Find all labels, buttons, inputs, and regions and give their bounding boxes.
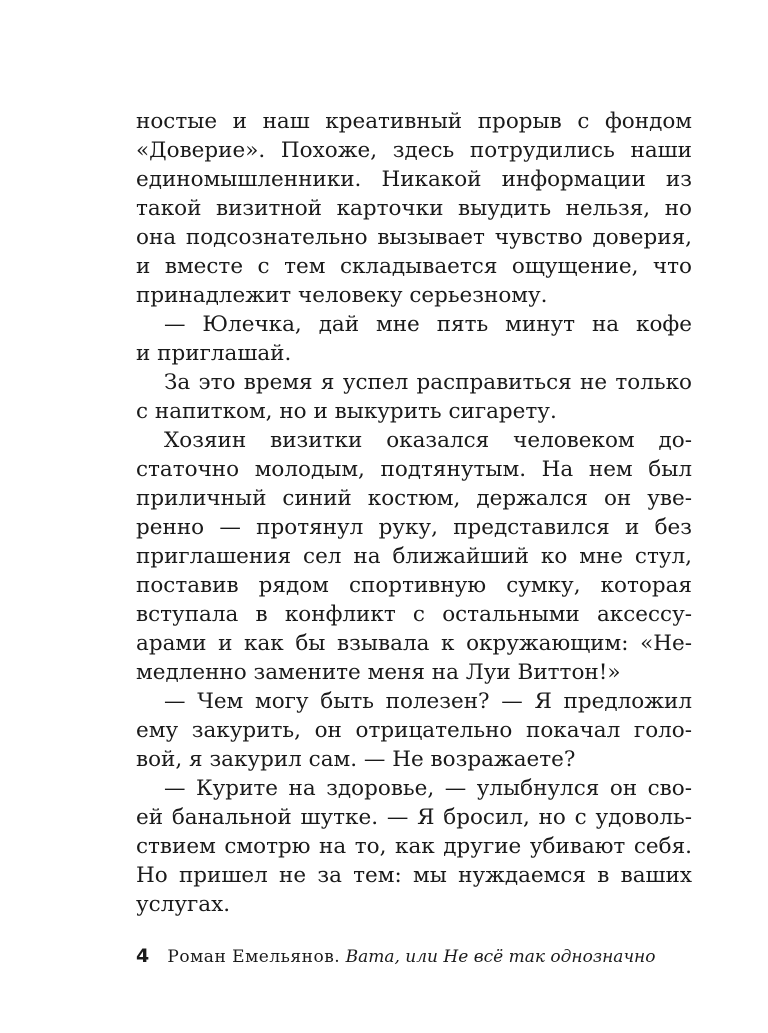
text-line: За это время я успел расправиться не только (164, 370, 692, 395)
text-line: услугах. (136, 892, 231, 917)
text-line: ренно — протянул руку, представился и без (136, 515, 692, 540)
text-line: медленно замените меня на Луи Виттон!» (136, 660, 621, 685)
text-line: ей банальной шутке. — Я бросил, но с удоволь- (136, 805, 692, 830)
text-line: с напитком, но и выкурить сигарету. (136, 399, 557, 424)
text-line: «Доверие». Похоже, здесь потрудились наши (136, 138, 692, 163)
text-line: — Курите на здоровье, — улыбнулся он сво- (164, 776, 692, 801)
page-body (136, 107, 692, 919)
text-line: вступала в конфликт с остальными аксессу- (136, 602, 692, 627)
text-line: статочно молодым, подтянутым. На нем был (136, 457, 692, 482)
running-footer (136, 942, 692, 970)
text-line: ствием смотрю на то, как другие убивают себя. (136, 834, 692, 859)
text-line: и вместе с тем складывается ощущение, что (136, 254, 692, 279)
text-line: арами и как бы взывала к окружающим: «Не- (136, 631, 692, 656)
footer-author: Роман Емельянов. (167, 947, 341, 967)
text-line: принадлежит человеку серьезному. (136, 283, 548, 308)
text-line: Но пришел не за тем: мы нуждаемся в ваших (136, 863, 692, 888)
text-line: поставив рядом спортивную сумку, которая (136, 573, 692, 598)
text-line: — Чем могу быть полезен? — Я предложил (164, 689, 692, 714)
text-line: вой, я закурил сам. — Не возражаете? (136, 747, 576, 772)
text-line: приличный синий костюм, держался он уве- (136, 486, 692, 511)
text-line: ему закурить, он отрицательно покачал голо- (136, 718, 692, 743)
text-line: ностые и наш креативный прорыв с фондом (136, 109, 692, 134)
text-line: она подсознательно вызывает чувство доверия, (136, 225, 692, 250)
text-line: такой визитной карточки выудить нельзя, но (136, 196, 692, 221)
page-number: 4 (136, 945, 150, 967)
text-line: Хозяин визитки оказался человеком до- (164, 428, 692, 453)
text-line: и приглашай. (136, 341, 292, 366)
footer-book-title: Вата, или Не всё так однозначно (345, 947, 656, 967)
text-line: единомышленники. Никакой информации из (136, 167, 692, 192)
text-line: — Юлечка, дай мне пять минут на кофе (164, 312, 692, 337)
text-line: приглашения сел на ближайший ко мне стул, (136, 544, 692, 569)
